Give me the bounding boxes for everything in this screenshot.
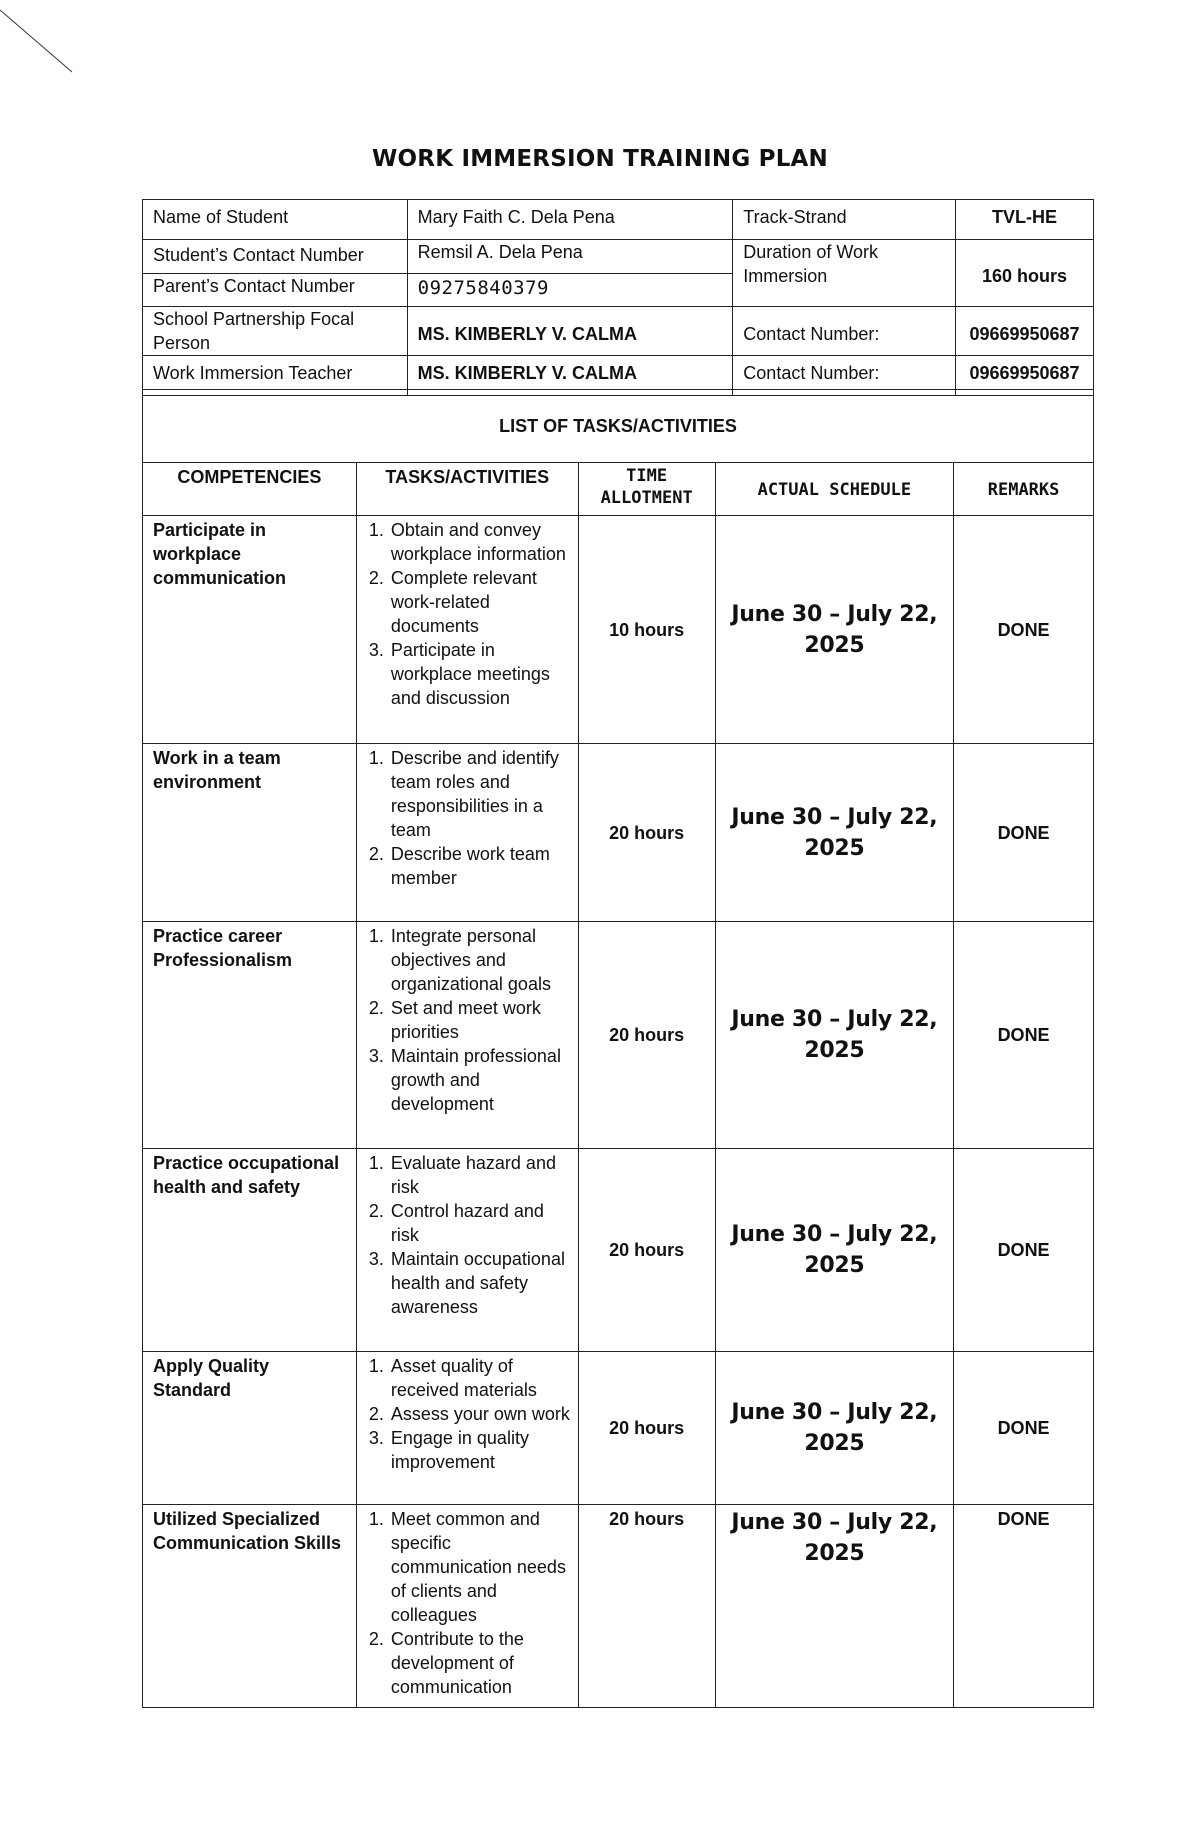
task-item: 3. Participate in workplace meetings and discussion [389,638,572,710]
task-list [369,1354,572,1474]
actual-schedule-cell: June 30 – July 22, 2025 [715,922,954,1149]
time-allotment-cell: 20 hours [578,1352,715,1505]
time-allotment-cell: 20 hours [578,922,715,1149]
competency-cell: Apply Quality Standard [143,1352,357,1505]
teacher-value: MS. KIMBERLY V. CALMA [407,356,733,396]
student-contact-value: Remsil A. Dela Pena [407,240,733,274]
competency-cell: Work in a team environment [143,744,357,922]
time-allotment-cell: 20 hours [578,744,715,922]
focal-contact-label: Contact Number: [733,307,956,356]
tasks-cell [356,1149,578,1352]
student-name-value: Mary Faith C. Dela Pena [407,200,733,240]
remarks-cell: DONE [954,1352,1094,1505]
actual-schedule-cell: June 30 – July 22, 2025 [715,1352,954,1505]
task-item: 3. Maintain professional growth and development [389,1044,572,1116]
tasks-cell [356,516,578,744]
actual-schedule-cell: June 30 – July 22, 2025 [715,516,954,744]
duration-value: 160 hours [956,240,1094,307]
task-list [369,746,572,890]
table-row [143,1352,1094,1505]
header-actual-schedule: ACTUAL SCHEDULE [715,463,954,516]
actual-schedule-cell: June 30 – July 22, 2025 [715,1505,954,1708]
parent-contact-value: 09275840379 [407,274,733,307]
tasks-cell [356,1505,578,1708]
duration-label: Duration of Work Immersion [733,240,956,307]
time-allotment-cell: 10 hours [578,516,715,744]
document-title: WORK IMMERSION TRAINING PLAN [371,146,828,172]
task-list [369,518,572,710]
task-list [369,1507,572,1699]
teacher-contact-label: Contact Number: [733,356,956,396]
track-strand-label: Track-Strand [733,200,956,240]
task-item: 1. Meet common and specific communication needs of clients and colleagues [389,1507,572,1627]
time-allotment-cell: 20 hours [578,1149,715,1352]
task-item: 2. Assess your own work [389,1402,572,1426]
table-row [143,516,1094,744]
competency-cell: Participate in workplace communication [143,516,357,744]
remarks-cell: DONE [954,744,1094,922]
task-item: 2. Describe work team member [389,842,572,890]
tasks-section-title: LIST OF TASKS/ACTIVITIES [143,390,1094,463]
student-name-label: Name of Student [143,200,408,240]
tasks-cell [356,922,578,1149]
student-info-table [142,199,1094,396]
task-item: 2. Control hazard and risk [389,1199,572,1247]
task-item: 3. Engage in quality improvement [389,1426,572,1474]
table-row [143,307,1094,356]
competency-cell: Utilized Specialized Communication Skills [143,1505,357,1708]
focal-person-value: MS. KIMBERLY V. CALMA [407,307,733,356]
header-tasks: TASKS/ACTIVITIES [356,463,578,516]
table-header-row [143,463,1094,516]
focal-person-label: School Partnership Focal Person [143,307,408,356]
table-row [143,390,1094,463]
table-row [143,744,1094,922]
task-item: 1. Describe and identify team roles and responsibilities in a team [389,746,572,842]
parent-contact-label: Parent’s Contact Number [143,274,408,307]
header-remarks: REMARKS [954,463,1094,516]
task-item: 3. Maintain occupational health and safety awareness [389,1247,572,1319]
table-row [143,200,1094,240]
header-competencies: COMPETENCIES [143,463,357,516]
teacher-label: Work Immersion Teacher [143,356,408,396]
competency-cell: Practice occupational health and safety [143,1149,357,1352]
task-list [369,1151,572,1319]
task-rows [143,516,1094,1708]
task-item: 2. Contribute to the development of communication [389,1627,572,1699]
task-item: 2. Complete relevant work-related documents [389,566,572,638]
actual-schedule-cell: June 30 – July 22, 2025 [715,1149,954,1352]
task-item: 2. Set and meet work priorities [389,996,572,1044]
task-item: 1. Asset quality of received materials [389,1354,572,1402]
track-strand-value: TVL-HE [956,200,1094,240]
table-row [143,1505,1094,1708]
tasks-cell [356,1352,578,1505]
tasks-table [142,389,1094,1708]
table-row [143,1149,1094,1352]
remarks-cell: DONE [954,1149,1094,1352]
table-row [143,240,1094,274]
remarks-cell: DONE [954,922,1094,1149]
header-time-allotment: TIME ALLOTMENT [578,463,715,516]
corner-crop-mark [0,0,80,80]
teacher-contact-value: 09669950687 [956,356,1094,396]
tasks-cell [356,744,578,922]
time-allotment-cell: 20 hours [578,1505,715,1708]
actual-schedule-cell: June 30 – July 22, 2025 [715,744,954,922]
remarks-cell: DONE [954,1505,1094,1708]
task-list [369,924,572,1116]
task-item: 1. Evaluate hazard and risk [389,1151,572,1199]
focal-contact-value: 09669950687 [956,307,1094,356]
competency-cell: Practice career Professionalism [143,922,357,1149]
student-contact-label: Student’s Contact Number [143,240,408,274]
task-item: 1. Integrate personal objectives and organizational goals [389,924,572,996]
remarks-cell: DONE [954,516,1094,744]
task-item: 1. Obtain and convey workplace information [389,518,572,566]
table-row [143,922,1094,1149]
